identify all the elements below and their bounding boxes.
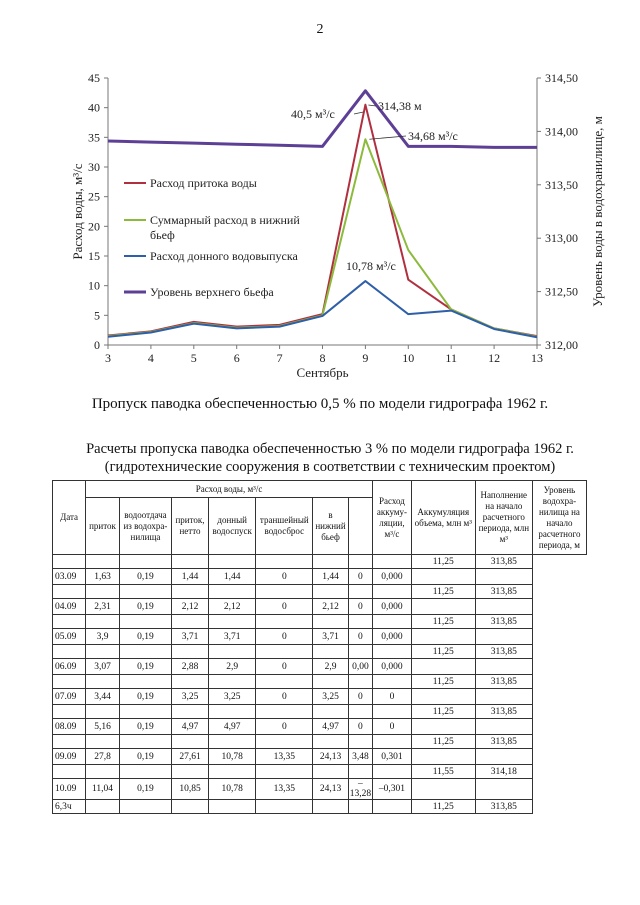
cell-down: 2,9 — [313, 659, 348, 675]
cell-vol: 0,000 — [373, 629, 412, 645]
table-row — [53, 569, 587, 585]
cell-date: 08.09 — [53, 719, 86, 735]
table-title-line1: Расчеты пропуска паводка обеспеченностью 3 % по модели гидрографа 1962 г. — [86, 441, 574, 457]
annotation-leader — [354, 112, 363, 114]
cell-fill — [411, 659, 475, 675]
cell-net: 27,61 — [171, 749, 208, 765]
cell-accum — [348, 585, 372, 599]
cell-down: 3,25 — [313, 689, 348, 705]
flood-chart — [0, 60, 640, 390]
cell-date: 07.09 — [53, 689, 86, 705]
chart-annotations — [291, 99, 458, 273]
cell-supply: 0,19 — [119, 689, 171, 705]
cell-accum: 3,48 — [348, 749, 372, 765]
cell-supply: 0,19 — [119, 719, 171, 735]
cell-vol — [373, 615, 412, 629]
cell-inflow: 2,31 — [86, 599, 120, 615]
cell-bottom: 2,12 — [209, 599, 256, 615]
page-number: 2 — [316, 22, 324, 37]
cell-supply — [119, 675, 171, 689]
cell-accum: 0 — [348, 629, 372, 645]
cell-inflow: 5,16 — [86, 719, 120, 735]
cell-net: 2,12 — [171, 599, 208, 615]
cell-vol — [373, 705, 412, 719]
cell-trench — [256, 615, 313, 629]
legend-label-1: бьеф — [150, 228, 175, 242]
cell-accum — [348, 735, 372, 749]
legend-label-3: Уровень верхнего бьефа — [150, 285, 274, 299]
cell-vol — [373, 800, 412, 814]
legend-label-0: Расход притока воды — [150, 176, 257, 190]
cell-fill: 11,25 — [411, 555, 475, 569]
y2-tick-label: 313,00 — [545, 231, 578, 246]
cell-supply — [119, 555, 171, 569]
cell-fill — [411, 719, 475, 735]
cell-level — [475, 659, 532, 675]
cell-vol: 0,301 — [373, 749, 412, 765]
cell-bottom: 3,25 — [209, 689, 256, 705]
cell-supply — [119, 705, 171, 719]
table-row — [53, 735, 587, 749]
cell-level — [475, 599, 532, 615]
x-tick-label: 9 — [362, 351, 369, 365]
y-tick-label: 0 — [94, 338, 100, 352]
cell-bottom: 4,97 — [209, 719, 256, 735]
cell-down — [313, 705, 348, 719]
x-tick-label: 6 — [233, 351, 240, 365]
cell-vol — [373, 585, 412, 599]
table-row — [53, 599, 587, 615]
cell-down: 4,97 — [313, 719, 348, 735]
cell-net — [171, 675, 208, 689]
cell-net: 4,97 — [171, 719, 208, 735]
cell-level: 313,85 — [475, 800, 532, 814]
cell-accum: 0 — [348, 569, 372, 585]
cell-net: 2,88 — [171, 659, 208, 675]
x-tick-label: 12 — [488, 351, 501, 365]
cell-inflow — [86, 555, 120, 569]
cell-fill — [411, 599, 475, 615]
table-row — [53, 585, 587, 599]
cell-net — [171, 765, 208, 779]
cell-down — [313, 800, 348, 814]
cell-down — [313, 765, 348, 779]
cell-net — [171, 800, 208, 814]
cell-date — [53, 675, 86, 689]
cell-date: 03.09 — [53, 569, 86, 585]
table-title — [60, 440, 600, 476]
cell-date — [53, 585, 86, 599]
cell-trench: 0 — [256, 659, 313, 675]
cell-accum: –13,28 — [349, 779, 372, 799]
cell-trench — [256, 675, 313, 689]
table-row — [53, 659, 587, 675]
table-row — [53, 719, 587, 735]
cell-bottom — [209, 675, 256, 689]
cell-level: 313,85 — [475, 705, 532, 719]
table-title-line2: (гидротехнические сооружения в соответствии с техническим проектом) — [104, 459, 556, 475]
cell-level — [475, 569, 532, 585]
cell-accum — [348, 675, 372, 689]
cell-fill — [411, 629, 475, 645]
cell-inflow — [86, 585, 120, 599]
cell-net — [171, 615, 208, 629]
cell-net — [171, 555, 208, 569]
annotation-bottom-peak: 10,78 м³/с — [346, 259, 396, 273]
cell-accum — [348, 645, 372, 659]
cell-bottom: 1,44 — [209, 569, 256, 585]
cell-bottom — [209, 555, 256, 569]
y-tick-label: 45 — [88, 71, 100, 85]
cell-bottom: 3,71 — [209, 629, 256, 645]
header-level-start: Уровень водохра-нилища на начало расчетного периода, м — [532, 481, 586, 555]
cell-supply: 0,19 — [119, 629, 171, 645]
cell-date — [53, 705, 86, 719]
cell-vol: 0,000 — [373, 659, 412, 675]
cell-accum — [348, 705, 372, 719]
cell-vol — [373, 765, 412, 779]
cell-date: 09.09 — [53, 749, 86, 765]
y2-tick-label: 313,50 — [545, 177, 578, 192]
cell-level: 313,85 — [475, 615, 532, 629]
header-downstream: в нижний бьеф — [313, 498, 348, 555]
cell-date: 6,3ч — [53, 800, 86, 814]
cell-fill: 11,25 — [411, 615, 475, 629]
cell-level — [475, 719, 532, 735]
cell-inflow: 3,44 — [86, 689, 120, 705]
cell-vol — [373, 645, 412, 659]
cell-supply — [119, 585, 171, 599]
cell-level: 313,85 — [475, 585, 532, 599]
cell-trench — [256, 585, 313, 599]
table-body — [53, 555, 587, 814]
cell-fill — [411, 689, 475, 705]
header-accum-volume: Аккумуляция объема, млн м³ — [411, 481, 475, 555]
cell-date: 10.09 — [53, 779, 86, 800]
cell-supply — [119, 800, 171, 814]
cell-trench — [256, 800, 313, 814]
cell-vol: 0,000 — [373, 569, 412, 585]
cell-date: 04.09 — [53, 599, 86, 615]
cell-date — [53, 735, 86, 749]
cell-supply: 0,19 — [119, 569, 171, 585]
legend-label-1: Суммарный расход в нижний — [150, 213, 300, 227]
cell-down — [313, 675, 348, 689]
cell-net — [171, 705, 208, 719]
annotation-downstream-peak: 34,68 м³/с — [408, 129, 458, 143]
cell-bottom — [209, 735, 256, 749]
cell-supply: 0,19 — [119, 599, 171, 615]
y2-tick-label: 312,50 — [545, 284, 578, 299]
cell-vol: 0 — [373, 689, 412, 705]
cell-fill: 11,25 — [411, 705, 475, 719]
cell-bottom: 10,78 — [209, 749, 256, 765]
cell-trench: 13,35 — [256, 749, 313, 765]
x-tick-label: 4 — [147, 351, 154, 365]
cell-fill: 11,55 — [411, 765, 475, 779]
cell-level: 313,85 — [475, 555, 532, 569]
table-row — [53, 779, 587, 800]
cell-bottom: 10,78 — [209, 779, 256, 800]
cell-trench: 0 — [256, 629, 313, 645]
cell-fill — [411, 749, 475, 765]
cell-down — [313, 645, 348, 659]
cell-supply — [119, 735, 171, 749]
cell-down — [313, 615, 348, 629]
cell-down — [313, 555, 348, 569]
cell-inflow — [86, 615, 120, 629]
cell-trench: 13,35 — [256, 779, 313, 800]
y2-tick-label: 314,50 — [545, 71, 578, 85]
cell-trench: 0 — [256, 689, 313, 705]
cell-inflow — [86, 675, 120, 689]
annotation-inflow-peak: 40,5 м³/с — [291, 107, 335, 121]
y-tick-label: 5 — [94, 308, 100, 323]
y-tick-label: 15 — [88, 249, 100, 263]
calculation-table — [52, 480, 587, 814]
cell-level — [475, 749, 532, 765]
cell-level — [475, 689, 532, 705]
table-row — [53, 645, 587, 659]
cell-date — [53, 765, 86, 779]
table-row — [53, 629, 587, 645]
cell-inflow — [86, 645, 120, 659]
cell-vol — [373, 735, 412, 749]
cell-net: 1,44 — [171, 569, 208, 585]
cell-fill — [411, 569, 475, 585]
cell-vol — [373, 555, 412, 569]
x-tick-label: 5 — [190, 351, 197, 365]
cell-vol: –0,301 — [373, 779, 412, 800]
cell-bottom — [209, 645, 256, 659]
cell-supply: 0,19 — [119, 779, 171, 800]
cell-down: 1,44 — [313, 569, 348, 585]
header-accum-flow: Расход аккуму-ляции, м³/с — [373, 481, 412, 555]
y2-axis-label: Уровень воды в водохранилище, м — [590, 116, 605, 307]
chart-legend — [124, 176, 300, 299]
cell-trench — [256, 735, 313, 749]
cell-inflow — [86, 800, 120, 814]
header-inflow: приток — [86, 498, 120, 555]
cell-level: 313,85 — [475, 675, 532, 689]
cell-net: 3,71 — [171, 629, 208, 645]
cell-bottom: 2,9 — [209, 659, 256, 675]
cell-date — [53, 645, 86, 659]
cell-fill: 11,25 — [411, 735, 475, 749]
cell-accum — [348, 800, 372, 814]
cell-inflow: 11,04 — [86, 779, 120, 800]
cell-accum — [348, 765, 372, 779]
cell-inflow — [86, 705, 120, 719]
cell-net: 10,85 — [171, 779, 208, 800]
cell-bottom — [209, 705, 256, 719]
cell-supply: 0,19 — [119, 749, 171, 765]
cell-bottom — [209, 585, 256, 599]
cell-vol: 0,000 — [373, 599, 412, 615]
cell-down — [313, 585, 348, 599]
cell-inflow: 27,8 — [86, 749, 120, 765]
y-tick-label: 20 — [88, 219, 100, 234]
table-row — [53, 705, 587, 719]
x-tick-label: 13 — [531, 351, 543, 365]
cell-accum — [348, 615, 372, 629]
header-inflow-net: приток, нетто — [171, 498, 208, 555]
cell-level: 314,18 — [475, 765, 532, 779]
cell-supply: 0,19 — [119, 659, 171, 675]
y-tick-label: 40 — [88, 100, 100, 115]
cell-level: 313,85 — [475, 645, 532, 659]
cell-net — [171, 645, 208, 659]
cell-supply — [119, 645, 171, 659]
cell-trench — [256, 705, 313, 719]
cell-trench: 0 — [256, 719, 313, 735]
cell-accum: 0 — [348, 689, 372, 705]
cell-net: 3,25 — [171, 689, 208, 705]
cell-vol: 0 — [373, 719, 412, 735]
table-row — [53, 800, 587, 814]
cell-level — [475, 629, 532, 645]
header-water-supply: водоотдача из водохра-нилища — [119, 498, 171, 555]
cell-level: 313,85 — [475, 735, 532, 749]
y-tick-label: 30 — [88, 160, 100, 174]
table-row — [53, 749, 587, 765]
cell-fill: 11,25 — [411, 645, 475, 659]
table-row — [53, 555, 587, 569]
cell-trench: 0 — [256, 599, 313, 615]
table-row — [53, 615, 587, 629]
cell-down — [313, 735, 348, 749]
legend-label-2: Расход донного водовыпуска — [150, 249, 298, 263]
x-tick-label: 7 — [276, 351, 283, 365]
cell-net — [171, 585, 208, 599]
cell-trench — [256, 555, 313, 569]
x-tick-label: 8 — [319, 351, 326, 365]
y-tick-label: 10 — [88, 278, 100, 293]
header-trench-spillway: траншейный водосброс — [256, 498, 313, 555]
cell-inflow: 3,07 — [86, 659, 120, 675]
y-axis-label: Расход воды, м³/с — [70, 163, 85, 260]
cell-inflow — [86, 735, 120, 749]
cell-supply — [119, 615, 171, 629]
cell-down: 2,12 — [313, 599, 348, 615]
cell-vol — [373, 675, 412, 689]
table-row — [53, 675, 587, 689]
annotation-level-peak: 314,38 м — [378, 99, 422, 113]
y-tick-label: 25 — [88, 189, 100, 204]
cell-net — [171, 735, 208, 749]
cell-bottom — [209, 615, 256, 629]
cell-date: 06.09 — [53, 659, 86, 675]
header-flow-group: Расход воды, м³/с — [86, 481, 373, 498]
cell-date — [53, 555, 86, 569]
y2-tick-label: 312,00 — [545, 338, 578, 352]
cell-inflow: 1,63 — [86, 569, 120, 585]
cell-fill: 11,25 — [411, 800, 475, 814]
x-tick-label: 11 — [445, 351, 457, 365]
chart-caption: Пропуск паводка обеспеченностью 0,5 % по модели гидрографа 1962 г. — [91, 396, 549, 412]
x-tick-label: 10 — [402, 351, 415, 365]
cell-accum: 0 — [348, 719, 372, 735]
cell-accum: 0 — [348, 599, 372, 615]
cell-down: 24,13 — [313, 749, 348, 765]
cell-accum — [348, 555, 372, 569]
header-bottom-outlet: донный водоспуск — [209, 498, 256, 555]
header-fill-start: Наполнение на начало расчетного периода, млн м³ — [475, 481, 532, 555]
cell-trench — [256, 645, 313, 659]
cell-inflow: 3,9 — [86, 629, 120, 645]
x-tick-label: 3 — [105, 351, 111, 365]
cell-fill: 11,25 — [411, 675, 475, 689]
cell-level — [475, 779, 532, 800]
cell-fill — [411, 779, 475, 800]
x-axis-label: Сентябрь — [296, 365, 349, 380]
cell-bottom — [209, 765, 256, 779]
cell-date — [53, 615, 86, 629]
cell-date: 05.09 — [53, 629, 86, 645]
cell-accum: 0,00 — [348, 659, 372, 675]
cell-trench: 0 — [256, 569, 313, 585]
cell-inflow — [86, 765, 120, 779]
cell-supply — [119, 765, 171, 779]
cell-down: 24,13 — [313, 779, 348, 800]
table-row — [53, 689, 587, 705]
cell-trench — [256, 765, 313, 779]
y-tick-label: 35 — [88, 130, 100, 145]
cell-fill: 11,25 — [411, 585, 475, 599]
cell-bottom — [209, 800, 256, 814]
y2-tick-label: 314,00 — [545, 124, 578, 139]
header-date: Дата — [53, 481, 86, 555]
table-row — [53, 765, 587, 779]
cell-down: 3,71 — [313, 629, 348, 645]
